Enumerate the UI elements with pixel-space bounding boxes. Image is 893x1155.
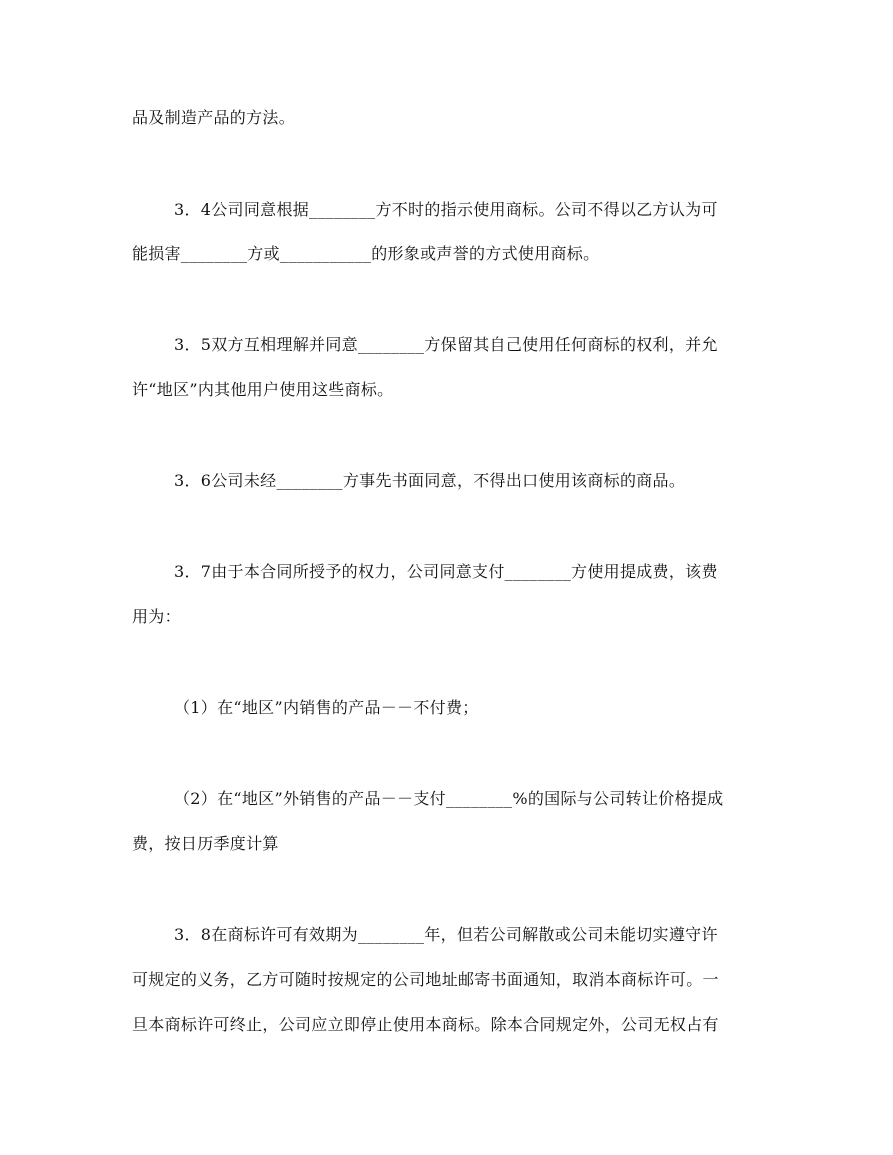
clause-3-6-line-1: 3．6公司未经________方事先书面同意，不得出口使用该商标的商品。 (174, 471, 686, 490)
clause-3-7-line-2: 用为： (132, 607, 181, 626)
clause-3-8-line-2: 可规定的义务，乙方可随时按规定的公司地址邮寄书面通知，取消本商标许可。一 (132, 970, 719, 989)
clause-3-8-line-1: 3．8在商标许可有效期为________年，但若公司解散或公司未能切实遵守许 (174, 925, 718, 944)
item-2-line-2: 费，按日历季度计算 (132, 834, 279, 853)
item-2-line-1: （2）在“地区”外销售的产品－－支付________%的国际与公司转让价格提成 (174, 789, 724, 808)
clause-3-4-line-2: 能损害________方或___________的形象或声誉的方式使用商标。 (132, 244, 600, 263)
text-line-1: 品及制造产品的方法。 (132, 108, 296, 127)
item-1-line-1: （1）在“地区”内销售的产品－－不付费； (174, 698, 479, 717)
clause-3-5-line-1: 3．5双方互相理解并同意________方保留其自己使用任何商标的权利，并允 (174, 335, 718, 354)
clause-3-7-line-1: 3．7由于本合同所授予的权力，公司同意支付________方使用提成费，该费 (174, 562, 718, 581)
clause-3-8-line-3: 旦本商标许可终止，公司应立即停止使用本商标。除本合同规定外，公司无权占有 (132, 1015, 719, 1034)
clause-3-4-line-1: 3．4公司同意根据________方不时的指示使用商标。公司不得以乙方认为可 (174, 200, 718, 219)
clause-3-5-line-2: 许“地区”内其他用户使用这些商标。 (132, 380, 394, 399)
